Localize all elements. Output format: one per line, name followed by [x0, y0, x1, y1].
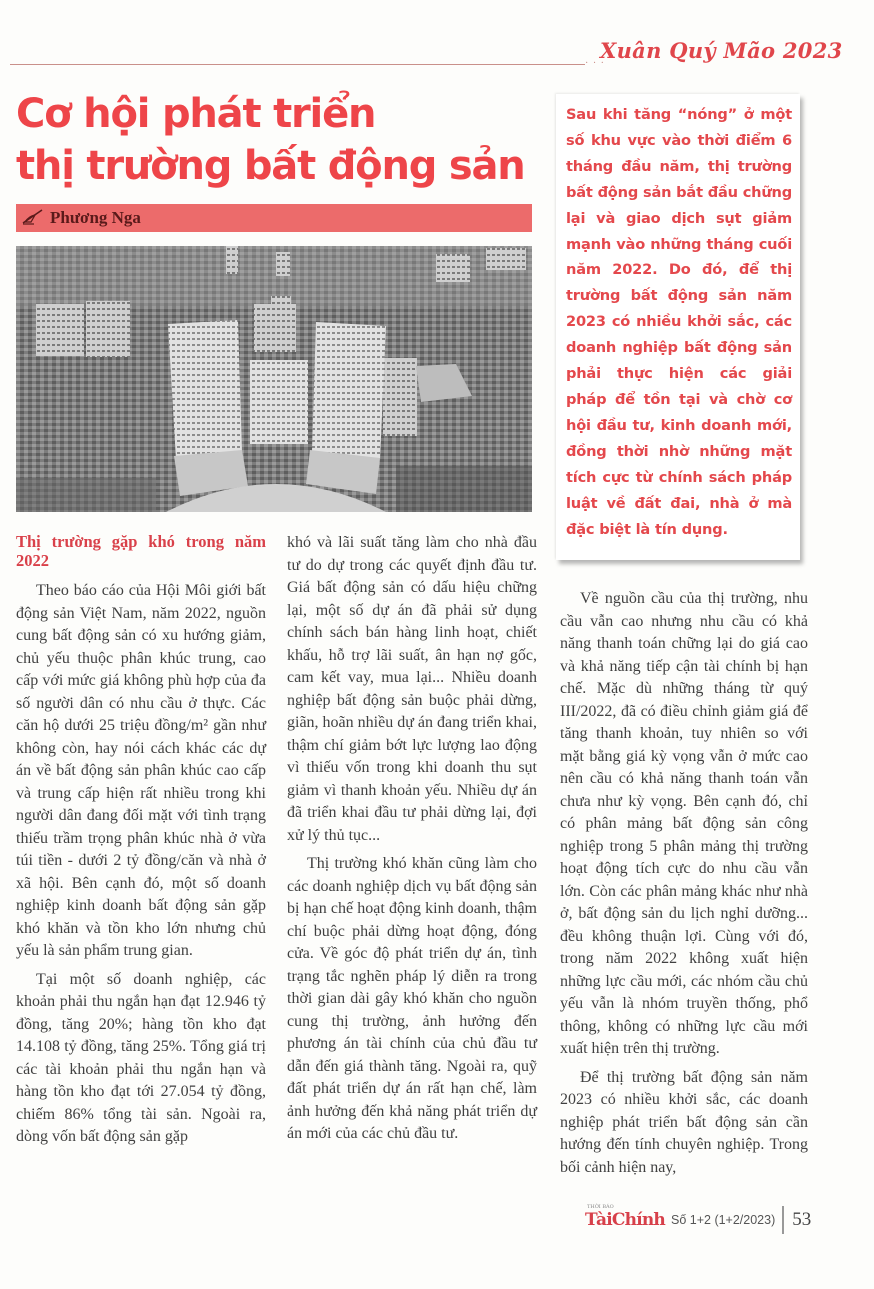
body-column-3 [560, 588, 808, 1185]
issue-number: Số 1+2 (1+2/2023) [671, 1213, 776, 1227]
section-heading: Thị trường gặp khó trong năm 2022 [16, 532, 266, 570]
sidebar-summary-box [556, 94, 800, 560]
article-photo [16, 246, 532, 512]
page-footer [585, 1206, 811, 1234]
body-paragraph: Để thị trường bất động sản năm 2023 có nhiều khởi sắc, các doanh nghiệp phát triển bất động sản cần hướng đến tính chuyên nghiệp. Trong bối cảnh hiện nay, [560, 1068, 808, 1176]
byline-bar [16, 204, 532, 232]
pen-icon [22, 207, 50, 230]
header-rule [10, 64, 585, 65]
body-column-1 [16, 532, 266, 1155]
magazine-logo-small: THỜI BÁO [587, 1204, 614, 1210]
body-paragraph: khó và lãi suất tăng làm cho nhà đầu tư do dự trong các quyết định đầu tư. Giá bất động sản có dấu hiệu chững lại, một số dự án đã phải sử dụng chính sách bán hàng linh hoạt, chiết khấu, hỗ trợ lãi suất, ân hạn nợ gốc, cam kết vay, mua lại... Nhiều doanh nghiệp bất động sản buộc phải dừng, giãn, hoãn nhiều dự án đang triển khai, thậm chí giảm bớt lực lượng lao động vì thiếu vốn trong khi doanh thu sụt giảm vì thanh khoản yếu. Nhiều dự án đã triển khai đầu tư phải dừng lại, đợi xử lý thủ tục... [287, 534, 537, 844]
page-number: 53 [792, 1209, 812, 1230]
body-paragraph: Theo báo cáo của Hội Môi giới bất động sản Việt Nam, năm 2022, nguồn cung bất động sản có xu hướng giảm, chủ yếu thuộc phân khúc trung, cao cấp với mức giá không phù hợp của đa số người dân có nhu cầu ở thực. Các căn hộ dưới 25 triệu đồng/m² gần như không còn, hay nói cách khác các dự án về bất động sản phân khúc cao cấp và trung cấp hiện rất nhiều trong khi người dân đang đối mặt với tình trạng thiếu trầm trọng phân khúc nhà ở vừa túi tiền - dưới 2 tỷ đồng/căn và nhà ở xã hội. Bên cạnh đó, một số doanh nghiệp kinh doanh bất động sản gặp khó khăn và tồn kho lớn nhưng chủ yếu là sản phẩm trung gian. [16, 582, 266, 959]
header-rule-dots: · · · [585, 58, 605, 69]
issue-title: Xuân Quý Mão 2023 [600, 38, 843, 63]
magazine-name: TàiChính [585, 1210, 665, 1230]
headline-line-1: Cơ hội phát triển [16, 91, 376, 137]
magazine-logo [585, 1204, 665, 1230]
article-headline [16, 88, 546, 192]
author-name: Phương Nga [50, 208, 141, 227]
headline-line-2: thị trường bất động sản [16, 143, 525, 189]
body-paragraph: Tại một số doanh nghiệp, các khoản phải thu ngắn hạn đạt 12.946 tỷ đồng, tăng 20%; hàng tồn kho đạt 14.108 tỷ đồng, tăng 25%. Tổng giá trị các tài khoản phải thu ngắn hạn và hàng tồn kho đạt tới 27.054 tỷ đồng, chiếm 86% tổng tài sản. Ngoài ra, dòng vốn bất động sản gặp [16, 970, 266, 1145]
footer-divider [782, 1206, 784, 1234]
body-column-2 [287, 532, 537, 1152]
sidebar-summary-text: Sau khi tăng “nóng” ở một số khu vực vào thời điểm 6 tháng đầu năm, thị trường bất động sản bắt đầu chững lại và giao dịch sụt giảm mạnh vào những tháng cuối năm 2022. Do đó, để thị trường bất động sản năm 2023 có nhiều khởi sắc, các doanh nghiệp bất động sản phải thực hiện các giải pháp để tồn tại và chờ cơ hội đầu tư, kinh doanh mới, đồng thời nhờ những mặt tích cực từ chính sách pháp luật về đất đai, nhà ở mà đặc biệt là tín dụng. [566, 106, 792, 538]
body-paragraph: Thị trường khó khăn cũng làm cho các doanh nghiệp dịch vụ bất động sản bị hạn chế hoạt động kinh doanh, thậm chí buộc phải dừng hoạt động, đóng cửa. Về góc độ phát triển dự án, tình trạng tắc nghẽn pháp lý diễn ra trong thời gian dài gây khó khăn cho nguồn cung thị trường, ảnh hưởng đến phương án tài chính của chủ đầu tư dẫn đến giá thành tăng. Ngoài ra, quỹ đất phát triển dự án rất hạn chế, làm ảnh hưởng đến khả năng phát triển dự án mới của các chủ đầu tư. [287, 855, 537, 1142]
body-paragraph: Về nguồn cầu của thị trường, nhu cầu vẫn cao nhưng nhu cầu có khả năng thanh toán chững lại do giá cao và khả năng tiếp cận tài chính bị hạn chế. Mặc dù những tháng từ quý III/2022, đã có điều chỉnh giảm giá để tăng thanh khoản, tuy nhiên so với mặt bằng giá kỳ vọng vẫn ở mức cao nên cầu có khả năng thanh toán vẫn chưa như kỳ vọng. Bên cạnh đó, chỉ có phân mảng bất động sản công nghiệp trong 5 phân mảng thị trường hoạt động tích cực do nhu cầu vẫn lớn. Còn các phân mảng khác như nhà ở, bất động sản du lịch nghỉ dưỡng... đều không thuận lợi. Cùng với đó, trong năm 2022 không xuất hiện những lực cầu mới, các nhóm cầu chủ yếu vẫn là nhóm truyền thống, phổ thông, không có những lực cầu mới xuất hiện trên thị trường. [560, 590, 808, 1057]
